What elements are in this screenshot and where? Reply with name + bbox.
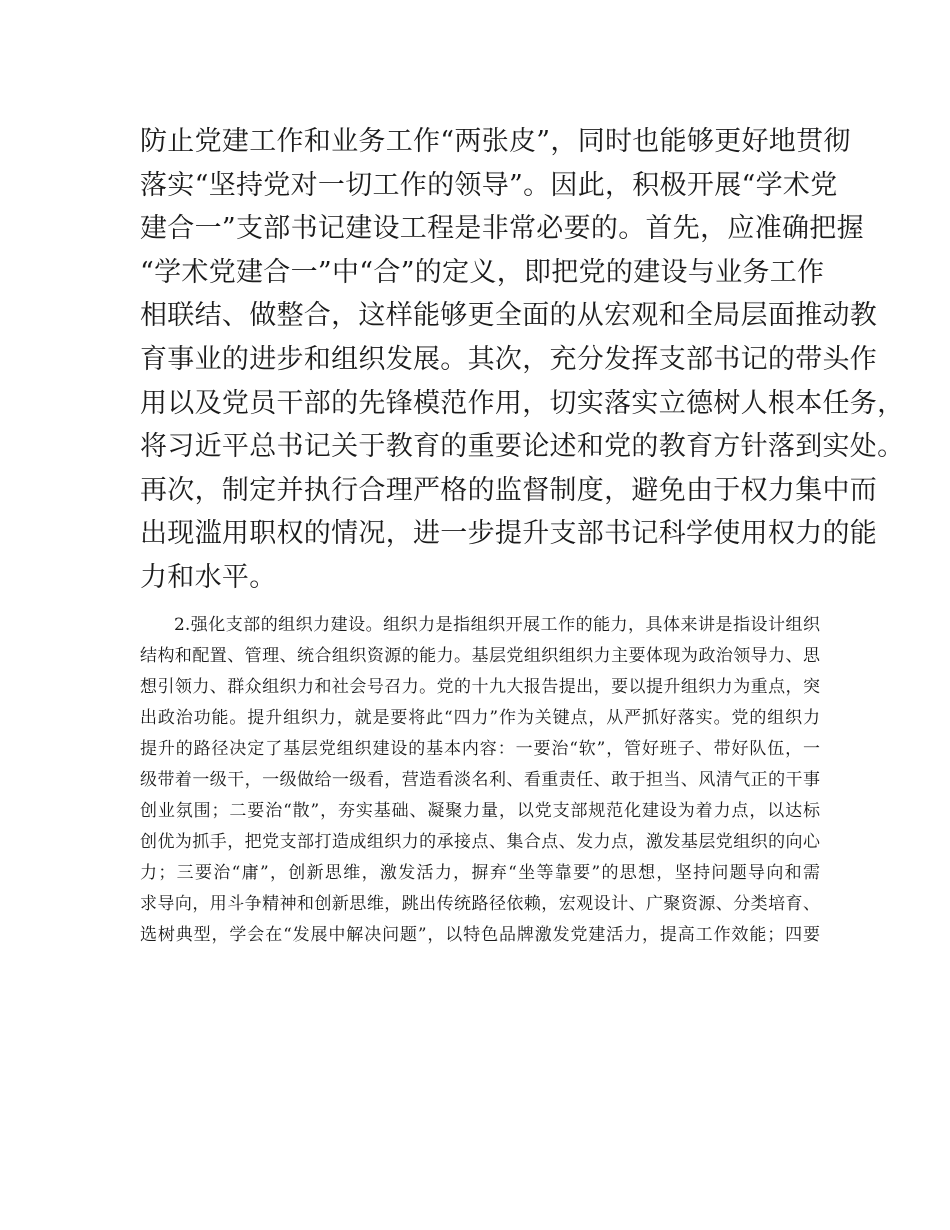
text-line: 出政治功能。提升组织力，就是要将此“四力”作为关键点，从严抓好落实。党的组织力 — [140, 708, 820, 728]
text-line: 求导向，用斗争精神和创新思维，跳出传统路径依赖，宏观设计、广聚资源、分类培育、 — [140, 894, 820, 914]
text-line: 创优为抓手，把党支部打造成组织力的承接点、集合点、发力点，激发基层党组织的向心 — [140, 832, 820, 852]
text-line: 用以及党员干部的先锋模范作用，切实落实立德树人根本任务， — [140, 387, 905, 419]
text-line: 提升的路径决定了基层党组织建设的基本内容：一要治“软”，管好班子、带好队伍，一 — [140, 739, 820, 759]
text-line: 将习近平总书记关于教育的重要论述和党的教育方针落到实处。 — [140, 431, 905, 463]
text-line: 落实“坚持党对一切工作的领导”。因此，积极开展“学术党 — [140, 169, 838, 201]
text-line: “学术党建合一”中“合”的定义，即把党的建设与业务工作 — [140, 256, 825, 288]
text-line: 出现滥用职权的情况，进一步提升支部书记科学使用权力的能 — [140, 518, 878, 550]
paragraph-large-text — [140, 120, 905, 600]
text-line: 力；三要治“庸”，创新思维，激发活力，摒弃“坐等靠要”的思想，坚持问题导向和需 — [140, 863, 820, 883]
text-line: 育事业的进步和组织发展。其次，充分发挥支部书记的带头作 — [140, 343, 878, 375]
text-line: 级带着一级干，一级做给一级看，营造看淡名利、看重责任、敢于担当、风清气正的干事 — [140, 770, 820, 790]
text-line: 选树典型，学会在“发展中解决问题”，以特色品牌激发党建活力，提高工作效能；四要 — [140, 925, 820, 945]
text-line: 防止党建工作和业务工作“两张皮”，同时也能够更好地贯彻 — [140, 126, 851, 157]
text-line: 建合一”支部书记建设工程是非常必要的。首先，应准确把握 — [140, 213, 864, 245]
text-line: 想引领力、群众组织力和社会号召力。党的十九大报告提出，要以提升组织力为重点，突 — [140, 677, 820, 697]
text-line: 2.强化支部的组织力建设。组织力是指组织开展工作的能力，具体来讲是指设计组织 — [174, 615, 820, 635]
text-line: 力和水平。 — [140, 561, 277, 593]
text-line: 结构和配置、管理、统合组织资源的能力。基层党组织组织力主要体现为政治领导力、思 — [140, 646, 820, 666]
paragraph-small-text — [140, 610, 820, 951]
text-line: 再次，制定并执行合理严格的监督制度，避免由于权力集中而 — [140, 474, 878, 506]
text-line: 创业氛围；二要治“散”，夯实基础、凝聚力量，以党支部规范化建设为着力点，以达标 — [140, 801, 820, 821]
text-line: 相联结、做整合，这样能够更全面的从宏观和全局层面推动教 — [140, 300, 878, 332]
